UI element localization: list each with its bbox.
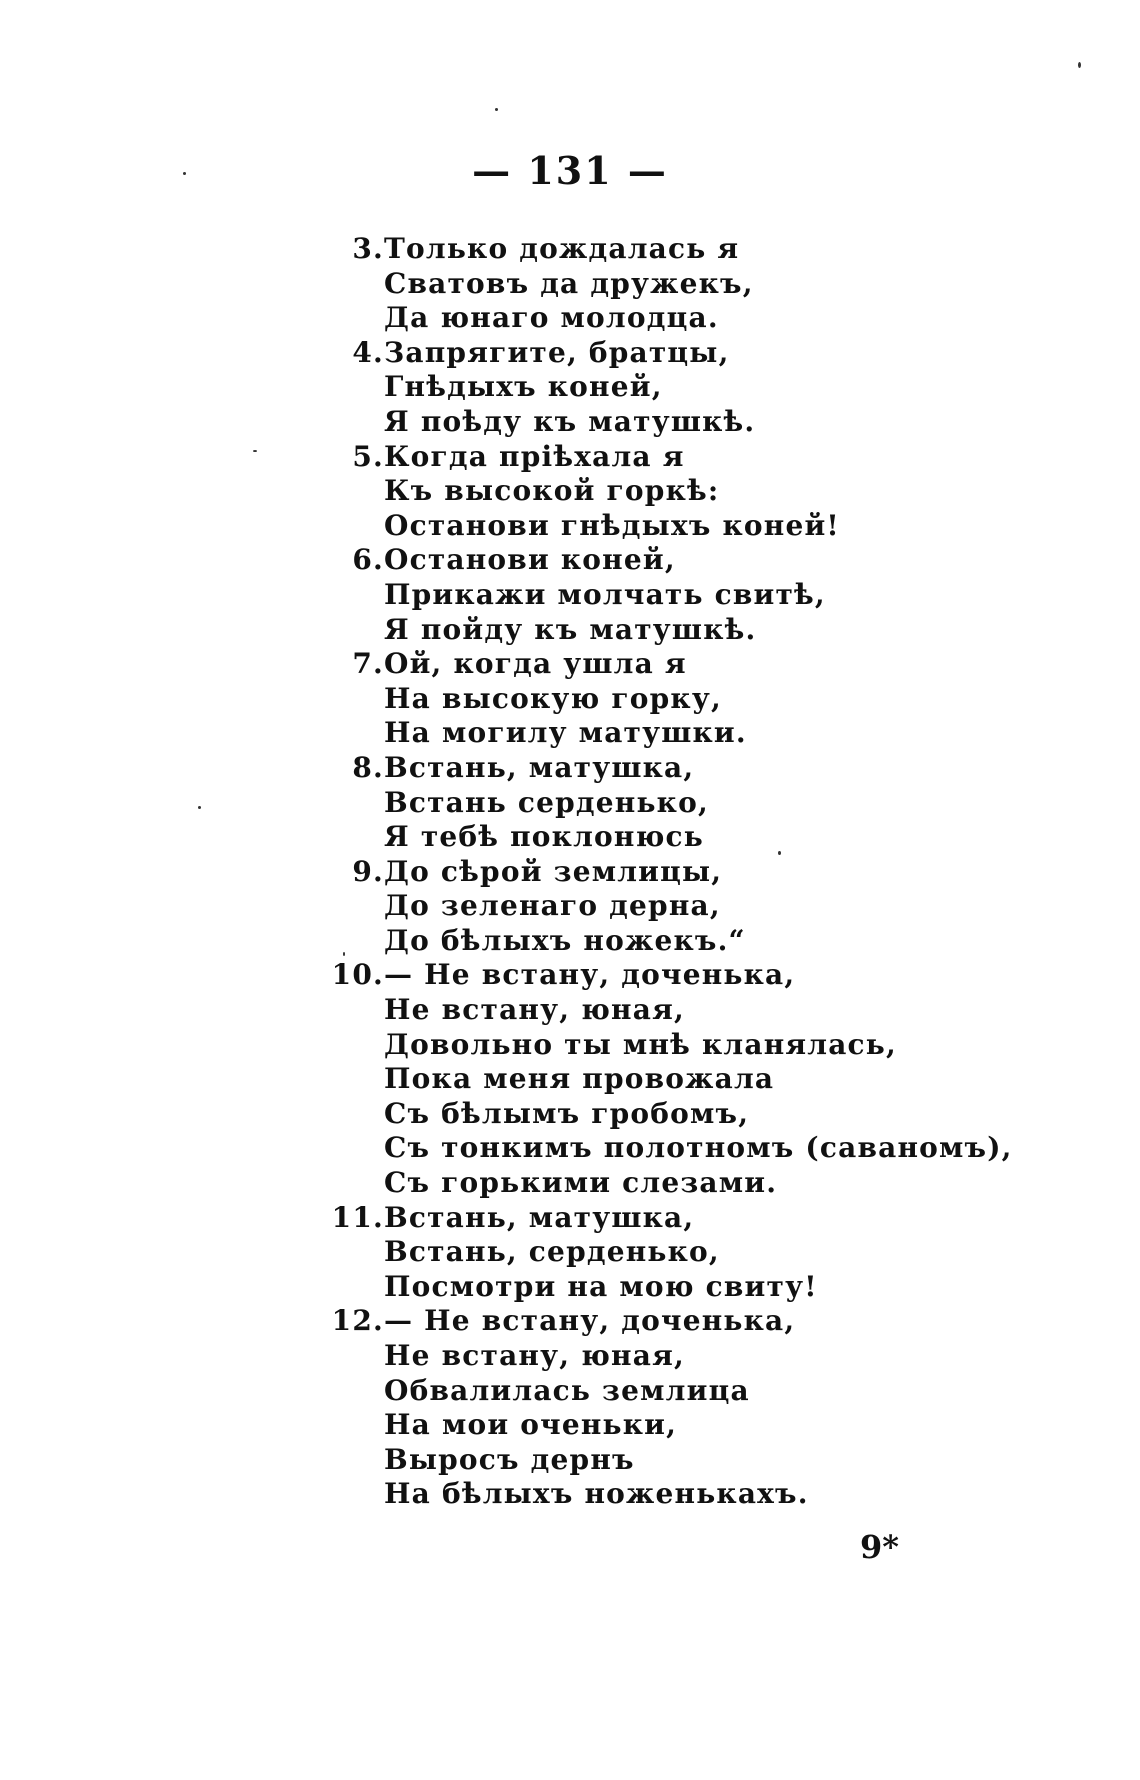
stanza-number: 5. [352,439,384,473]
verse-text: Довольно ты мнѣ кланялась, [384,1027,897,1061]
verse-text: Встань, матушка, [384,1200,695,1234]
verse-line [330,578,1050,613]
verse-line [330,751,1050,786]
verse-line [330,958,1050,993]
stanza-number: 6. [352,543,384,577]
stanza [330,232,1050,336]
verse-line [330,370,1050,405]
verse-line [330,267,1050,302]
verse-text: Встань, серденько, [384,1235,720,1269]
verse-text: Къ высокой горкѣ: [384,474,720,508]
verse-line [330,647,1050,682]
verse-line [330,301,1050,336]
verse-line [330,889,1050,924]
verse-text: Обвалилась землица [384,1373,750,1407]
verse-line [330,855,1050,890]
print-speck [343,952,345,956]
verse-line [330,786,1050,821]
verse-line [330,405,1050,440]
verse-text: Съ тонкимъ полотномъ (саваномъ), [384,1131,1013,1165]
stanza-number: 12. [331,1304,384,1338]
verse-line [330,232,1050,267]
print-speck [778,851,781,855]
stanza [330,336,1050,440]
verse-line [330,924,1050,959]
verse-text: До сѣрой землицы, [384,854,723,888]
verse-text: — Не встану, доченька, [384,958,796,992]
verse-text: На мои оченьки, [384,1408,678,1442]
stanza-number: 11. [331,1200,384,1234]
verse-text: — Не встану, доченька, [384,1304,796,1338]
verse-line [330,1166,1050,1201]
verse-line [330,1304,1050,1339]
verse-text: Посмотри на мою свиту! [384,1269,818,1303]
verse-line [330,1443,1050,1478]
stanza-number: 7. [352,647,384,681]
verse-text: На высокую горку, [384,681,722,715]
print-speck [198,806,201,809]
verse-text: Ой, когда ушла я [384,647,687,681]
verse-text: Я пойду къ матушкѣ. [384,612,757,646]
verse-line [330,1028,1050,1063]
poem-body [330,232,1050,1512]
stanza [330,1201,1050,1305]
stanza-number: 8. [352,750,384,784]
verse-text: Останови гнѣдыхъ коней! [384,508,840,542]
page-number-header: — 131 — [472,148,668,193]
stanza-number: 10. [331,958,384,992]
verse-line [330,1339,1050,1374]
verse-text: Я поѣду къ матушкѣ. [384,404,756,438]
verse-text: Не встану, юная, [384,1339,685,1372]
verse-line [330,1097,1050,1132]
verse-line [330,336,1050,371]
verse-text: Встань, матушка, [384,750,695,784]
stanza [330,1304,1050,1512]
verse-line [330,1235,1050,1270]
verse-text: Я тебѣ поклонюсь [384,820,704,854]
verse-line [330,1374,1050,1409]
stanza [330,751,1050,855]
verse-line [330,1131,1050,1166]
verse-text: До бѣлыхъ ножекъ.“ [384,923,746,957]
signature-mark: 9* [860,1528,899,1566]
verse-text: Гнѣдыхъ коней, [384,370,663,404]
stanza [330,440,1050,544]
verse-text: Прикажи молчать свитѣ, [384,577,826,611]
verse-text: Сватовъ да дружекъ, [384,266,754,300]
verse-line [330,509,1050,544]
verse-line [330,1201,1050,1236]
verse-text: Только дождалась я [384,232,740,265]
print-speck [183,172,186,175]
verse-text: Встань серденько, [384,785,709,819]
verse-text: До зеленаго дерна, [384,889,721,923]
verse-line [330,474,1050,509]
verse-line [330,543,1050,578]
verse-line [330,993,1050,1028]
verse-text: Съ горькими слезами. [384,1166,778,1200]
verse-line [330,716,1050,751]
verse-line [330,1477,1050,1512]
verse-line [330,613,1050,648]
verse-line [330,1270,1050,1305]
verse-text: На могилу матушки. [384,716,747,750]
verse-text: Когда пріѣхала я [384,439,685,473]
verse-text: Останови коней, [384,543,676,577]
stanza-number: 4. [352,335,384,369]
verse-line [330,440,1050,475]
verse-text: Выросъ дернъ [384,1442,635,1476]
verse-text: Съ бѣлымъ гробомъ, [384,1096,750,1130]
stanza [330,855,1050,959]
verse-text: Да юнаго молодца. [384,301,719,335]
verse-text: Запрягите, братцы, [384,335,730,369]
stanza [330,543,1050,647]
stanza-number: 3. [352,232,384,265]
stanza-number: 9. [352,854,384,888]
print-speck [1078,62,1081,68]
verse-text: На бѣлыхъ ноженькахъ. [384,1477,809,1511]
verse-text: Не встану, юная, [384,993,685,1027]
stanza [330,958,1050,1200]
verse-line [330,820,1050,855]
verse-line [330,1408,1050,1443]
verse-line [330,1062,1050,1097]
verse-line [330,682,1050,717]
stanza [330,647,1050,751]
verse-text: Пока меня провожала [384,1062,775,1096]
print-speck [495,108,498,111]
print-speck [253,450,257,452]
